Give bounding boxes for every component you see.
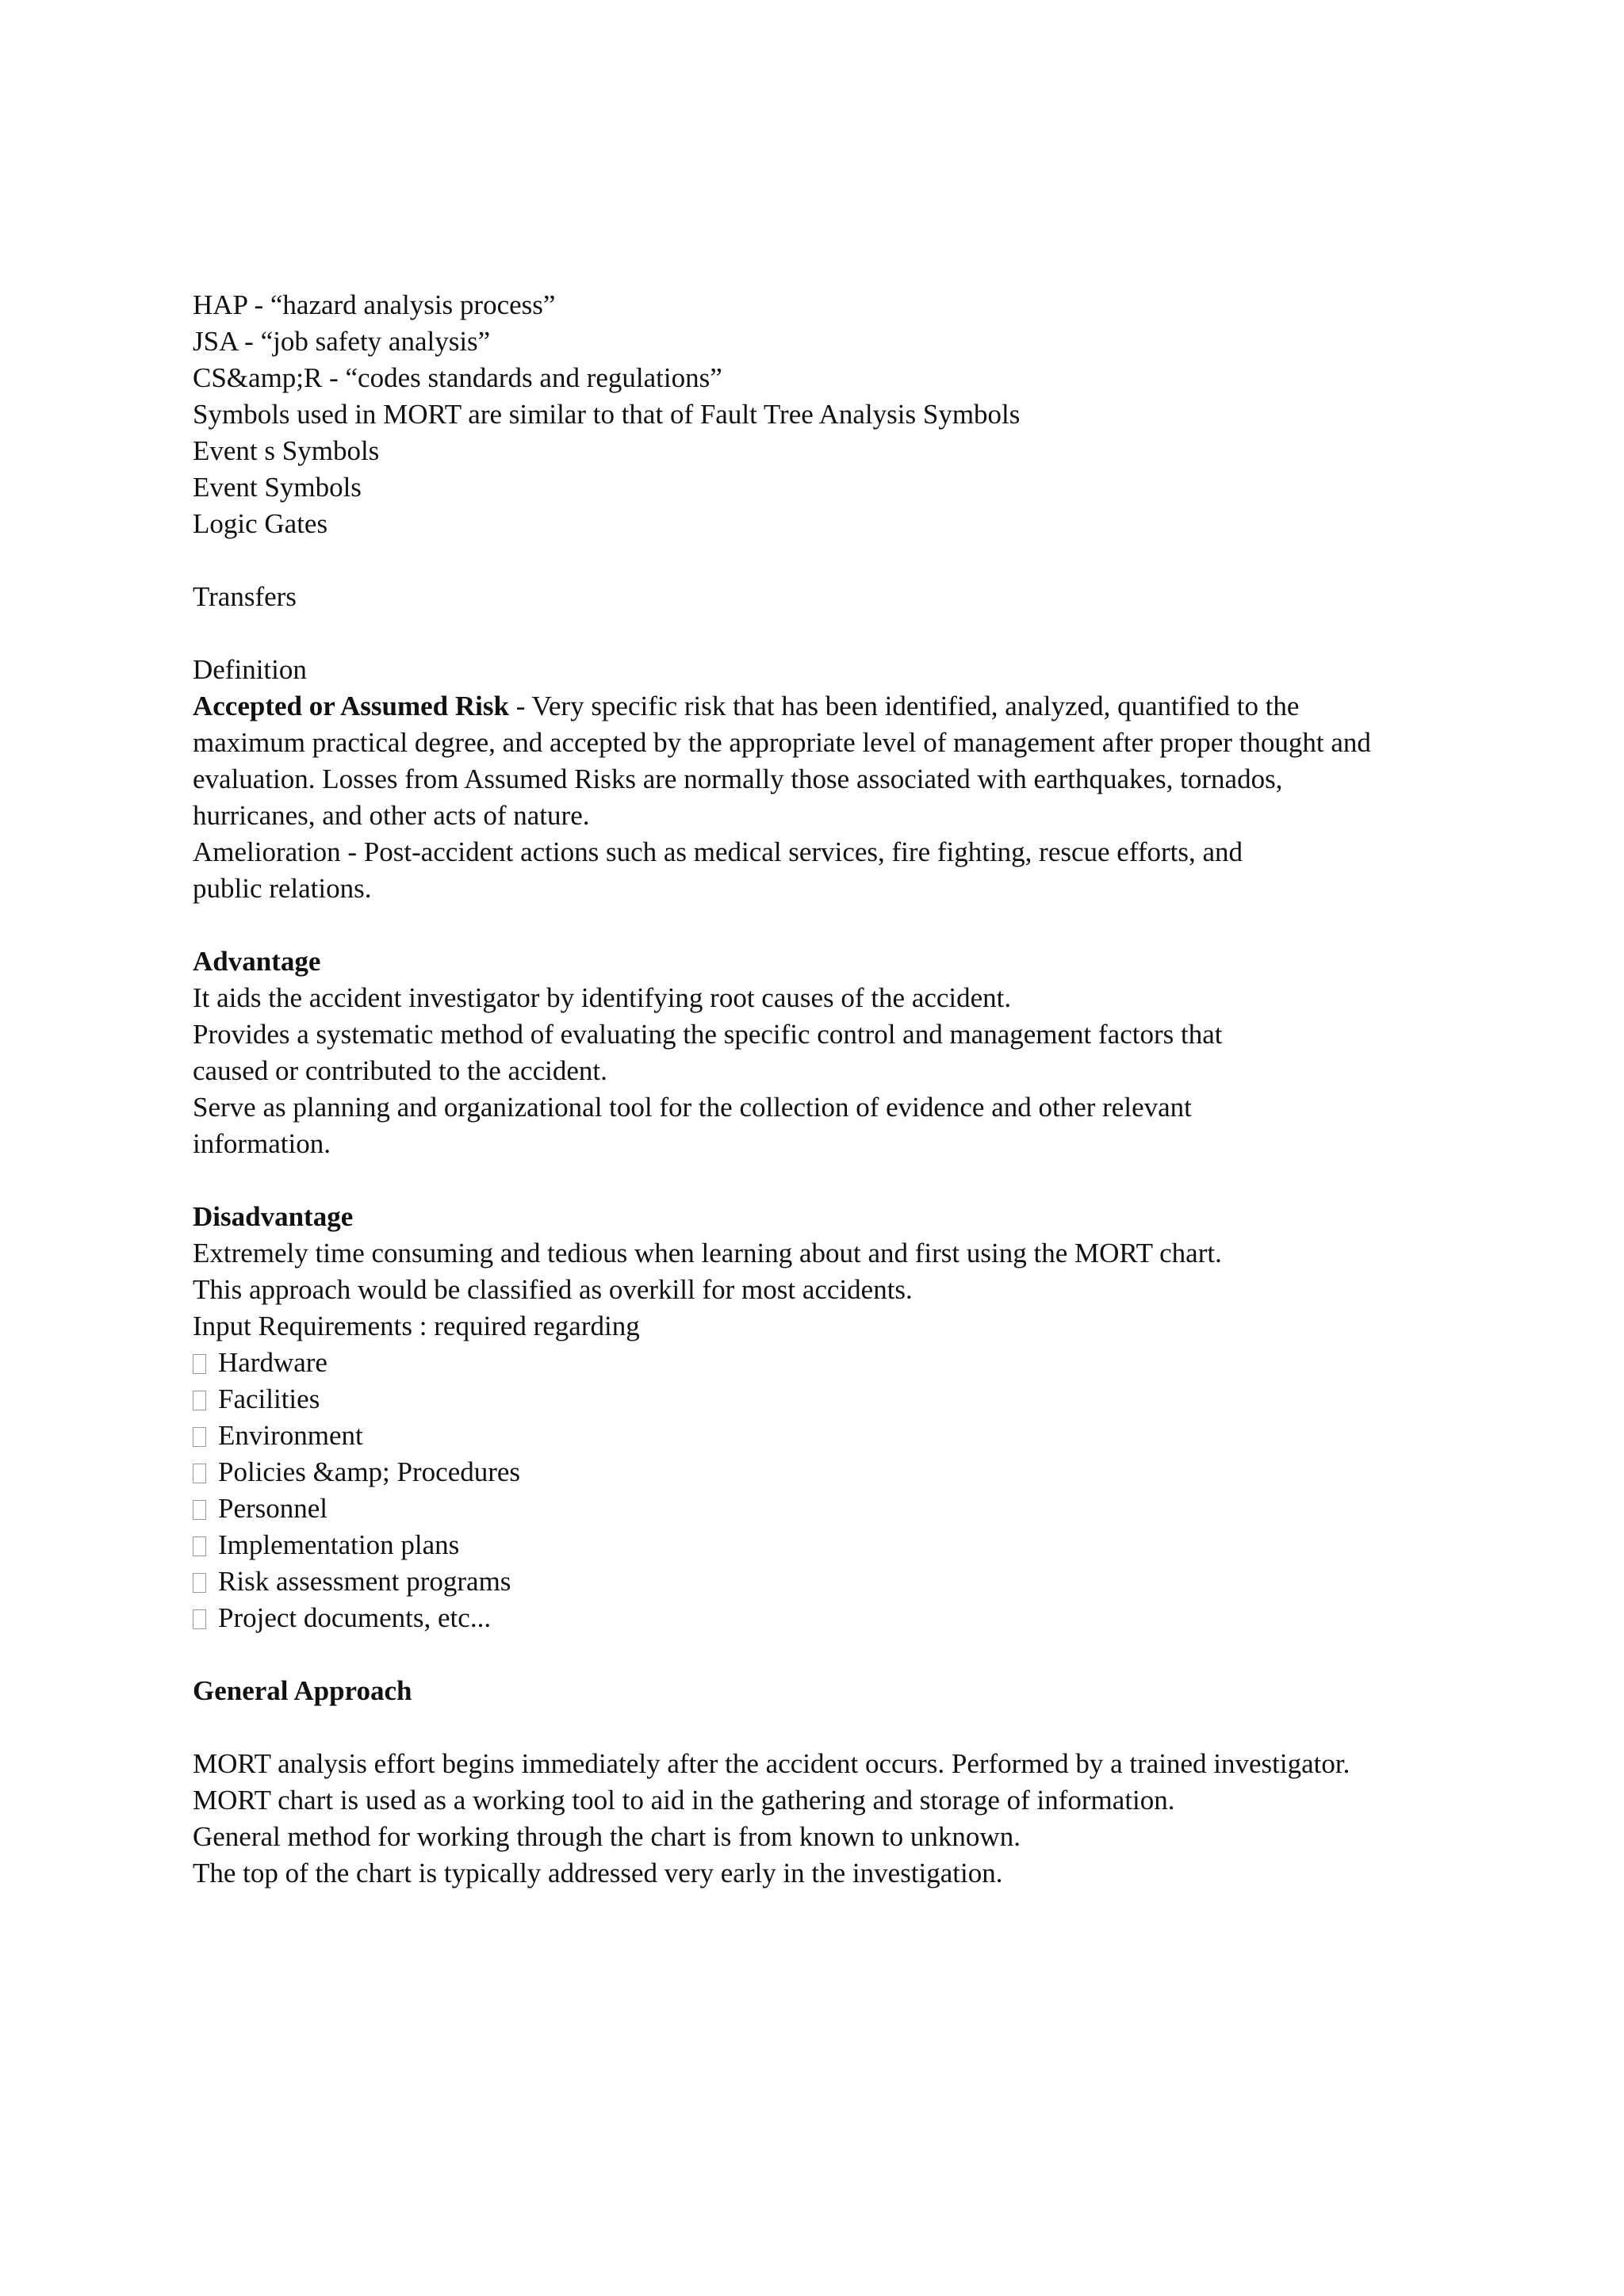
general-approach-line: MORT analysis effort begins immediately after the accident occurs. Performed by a trained investigator. [193, 1748, 1350, 1779]
empty-box-bullet-icon [193, 1427, 206, 1447]
accepted-risk-line-1 [193, 688, 1493, 725]
document-body [193, 287, 1493, 1892]
disadvantage-line: This approach would be classified as overkill for most accidents. [193, 1274, 913, 1305]
empty-box-bullet-icon [193, 1354, 206, 1374]
input-requirement-label: Personnel [218, 1493, 328, 1524]
input-requirement-label: Project documents, etc... [218, 1602, 492, 1633]
accepted-risk-term: Accepted or Assumed Risk [193, 691, 509, 721]
general-approach-heading: General Approach [193, 1675, 412, 1706]
symbol-item: Event Symbols [193, 472, 362, 503]
advantage-line: information. [193, 1128, 331, 1159]
empty-box-bullet-icon [193, 1573, 206, 1593]
advantage-heading: Advantage [193, 946, 321, 977]
input-requirement-item [193, 1418, 1493, 1454]
transfers-text: Transfers [193, 581, 297, 612]
input-requirements-intro: Input Requirements : required regarding [193, 1311, 640, 1341]
advantage-line: caused or contributed to the accident. [193, 1055, 607, 1086]
input-requirement-label: Hardware [218, 1347, 327, 1378]
spacer [193, 1636, 1493, 1673]
abbreviation-csr: CS&amp;R - “codes standards and regulations” [193, 362, 722, 393]
input-requirement-label: Implementation plans [218, 1529, 460, 1560]
input-requirement-label: Policies &amp; Procedures [218, 1456, 521, 1487]
general-approach-line: MORT chart is used as a working tool to aid in the gathering and storage of information. [193, 1785, 1175, 1816]
abbreviation-hap: HAP - “hazard analysis process” [193, 289, 556, 320]
definition-heading: Definition [193, 654, 307, 685]
spacer [193, 1162, 1493, 1199]
symbol-item: Event s Symbols [193, 435, 380, 466]
symbols-intro: Symbols used in MORT are similar to that of Fault Tree Analysis Symbols [193, 399, 1021, 430]
disadvantage-line: Extremely time consuming and tedious when learning about and first using the MORT chart. [193, 1238, 1222, 1269]
input-requirement-item [193, 1563, 1493, 1600]
spacer [193, 1709, 1493, 1746]
input-requirement-item [193, 1454, 1493, 1490]
general-approach-line: The top of the chart is typically addressed very early in the investigation. [193, 1858, 1003, 1888]
input-requirement-label: Risk assessment programs [218, 1566, 511, 1597]
spacer [193, 542, 1493, 579]
amelioration-line-2: public relations. [193, 873, 372, 904]
disadvantage-heading: Disadvantage [193, 1201, 354, 1232]
accepted-risk-line-2: maximum practical degree, and accepted by the appropriate level of management after proper thought and [193, 727, 1371, 758]
accepted-risk-text: - Very specific risk that has been identified, analyzed, quantified to the [508, 691, 1300, 721]
input-requirement-item [193, 1381, 1493, 1418]
advantage-line: It aids the accident investigator by identifying root causes of the accident. [193, 982, 1012, 1013]
empty-box-bullet-icon [193, 1536, 206, 1556]
spacer [193, 615, 1493, 652]
empty-box-bullet-icon [193, 1391, 206, 1410]
input-requirement-label: Facilities [218, 1383, 320, 1414]
spacer [193, 907, 1493, 943]
input-requirement-item [193, 1527, 1493, 1563]
abbreviation-jsa: JSA - “job safety analysis” [193, 326, 491, 357]
input-requirement-label: Environment [218, 1420, 363, 1451]
empty-box-bullet-icon [193, 1464, 206, 1483]
accepted-risk-line-3: evaluation. Losses from Assumed Risks are normally those associated with earthquakes, tornados, [193, 763, 1283, 794]
empty-box-bullet-icon [193, 1609, 206, 1629]
advantage-line: Serve as planning and organizational tool for the collection of evidence and other relevant [193, 1092, 1192, 1123]
symbol-item: Logic Gates [193, 508, 328, 539]
empty-box-bullet-icon [193, 1500, 206, 1520]
input-requirement-item [193, 1600, 1493, 1636]
amelioration-line-1: Amelioration - Post-accident actions such as medical services, fire fighting, rescue efforts, and [193, 836, 1243, 867]
input-requirement-item [193, 1490, 1493, 1527]
accepted-risk-line-4: hurricanes, and other acts of nature. [193, 800, 590, 831]
general-approach-line: General method for working through the chart is from known to unknown. [193, 1821, 1021, 1852]
input-requirement-item [193, 1345, 1493, 1381]
advantage-line: Provides a systematic method of evaluating the specific control and management factors that [193, 1019, 1223, 1050]
